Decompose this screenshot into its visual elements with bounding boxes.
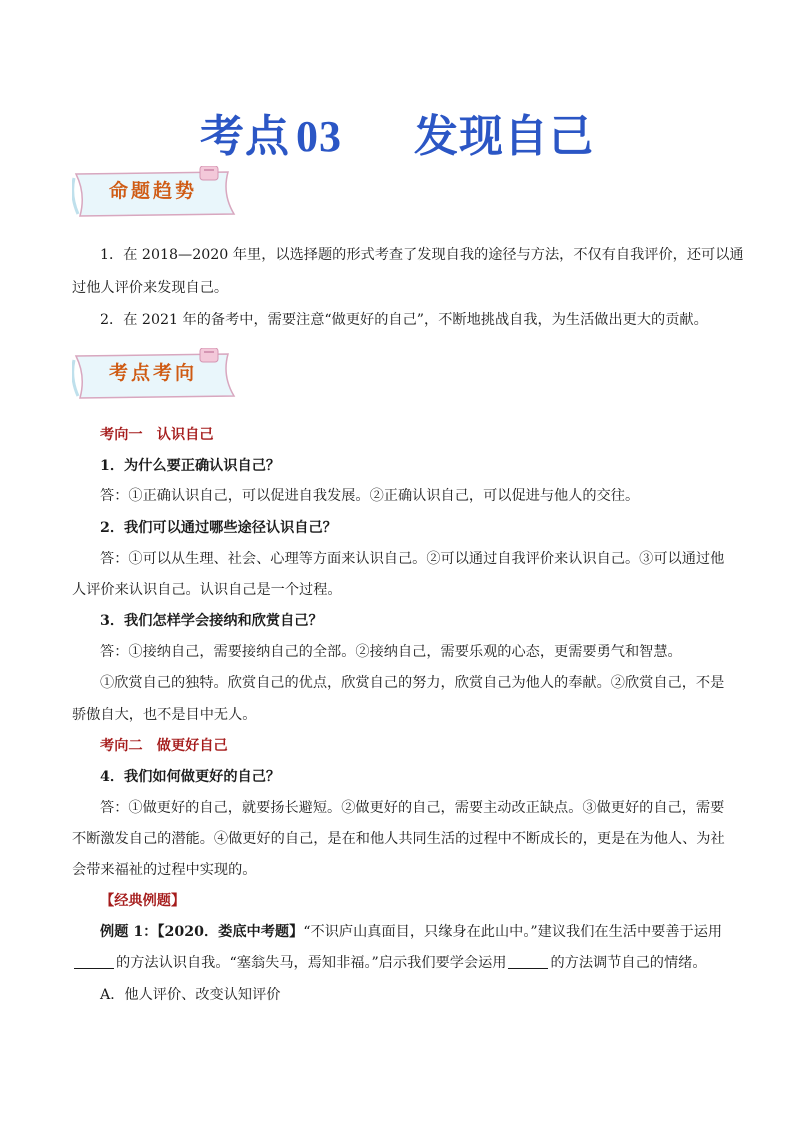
answer-1: 答：①正确认识自己，可以促进自我发展。②正确认识自己，可以促进与他人的交往。 (100, 488, 640, 504)
question-4: 4．我们如何做更好的自己？ (100, 769, 281, 785)
section-1-heading: 考向一 认识自己 (100, 427, 214, 443)
question-3: 3．我们怎样学会接纳和欣赏自己？ (100, 613, 323, 629)
answer-4-line1: 答：①做更好的自己，就要扬长避短。②做更好的自己，需要主动改正缺点。③做更好的自己，需要 (100, 800, 725, 816)
page-title: 考点 03 发现自己 (200, 111, 594, 162)
example-1-label: 例题 1：【2020．娄底中考题】 (100, 924, 304, 940)
answer-2-line1: 答：①可以从生理、社会、心理等方面来认识自己。②可以通过自我评价来认识自己。③可以通过他 (100, 551, 725, 567)
trend-point-1-line1: 1．在 2018—2020 年里，以选择题的形式考查了发现自我的途径与方法，不仅有自我评价，还可以通 (100, 247, 744, 263)
example-1-line1: 例题 1：【2020．娄底中考题】“不识庐山真面目，只缘身在此山中。”建议我们在生活中要善于运用 (100, 924, 723, 940)
answer-4-line3: 会带来福祉的过程中实现的。 (72, 862, 257, 878)
direction-badge: 考点考向 (72, 348, 240, 400)
question-1: 1．为什么要正确认识自己？ (100, 458, 281, 474)
question-2: 2．我们可以通过哪些途径认识自己？ (100, 520, 337, 536)
answer-blank (508, 954, 548, 969)
answer-4-line2: 不断激发自己的潜能。④做更好的自己，是在和他人共同生活的过程中不断成长的，更是在为他人、为社 (72, 831, 725, 847)
answer-blank (74, 954, 114, 969)
trend-point-1-line2: 过他人评价来发现自己。 (72, 280, 229, 296)
answer-3-line2: ①欣赏自己的独特。欣赏自己的优点，欣赏自己的努力，欣赏自己为他人的奉献。②欣赏自己，不是 (100, 675, 725, 691)
answer-2-line2: 人评价来认识自己。认识自己是一个过程。 (72, 582, 342, 598)
answer-3-line3: 骄傲自大，也不是目中无人。 (72, 707, 257, 723)
section-2-heading: 考向二 做更好自己 (100, 738, 228, 754)
answer-3-line1: 答：①接纳自己，需要接纳自己的全部。②接纳自己，需要乐观的心态，更需要勇气和智慧。 (100, 644, 682, 660)
trend-point-2: 2．在 2021 年的备考中，需要注意“做更好的自己”，不断地挑战自我，为生活做出更大的贡献。 (100, 312, 708, 328)
example-heading: 【经典例题】 (100, 893, 186, 909)
trend-badge: 命题趋势 (72, 166, 240, 218)
example-1-line2: 的方法认识自我。“塞翁失马，焉知非福。”启示我们要学会运用 的方法调节自己的情绪。 (72, 953, 732, 973)
option-a: A．他人评价、改变认知评价 (100, 987, 281, 1003)
